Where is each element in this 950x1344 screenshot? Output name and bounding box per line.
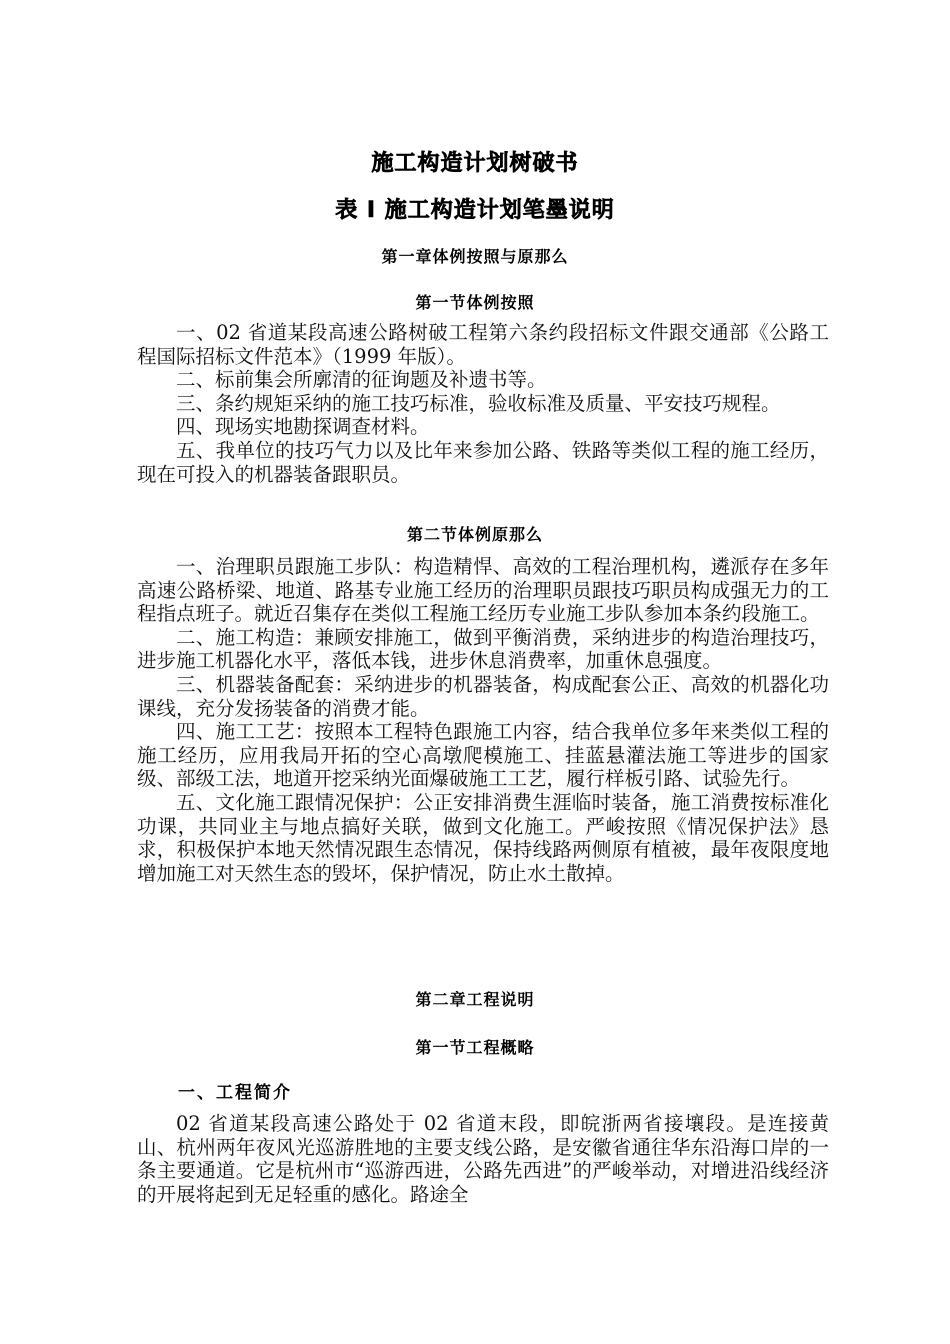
chapter-2-subheading: 一、工程简介 (178, 1083, 292, 1103)
paragraph: 二、标前集会所廓清的征询题及补遗书等。 (176, 368, 547, 392)
paragraph: 一、02 省道某段高速公路树破工程第六条约段招标文件跟交通部《公路工程国际招标文件范本》（1999 年版）。 (137, 321, 829, 368)
chapter-1-section-1-body (137, 321, 829, 486)
chapter-2-title: 第二章工程说明 (415, 990, 535, 1009)
paragraph: 一、治理职员跟施工步队：构造精悍、高效的工程治理机构，遴派存在多年高速公路桥梁、地道、路基专业施工经历的治理职员跟技巧职员构成强无力的工程指点班子。就近召集存在类似工程施工经历专业施工步队参加本条约段施工。 (137, 555, 829, 626)
chapter-2-section-1-body (137, 1112, 829, 1206)
chapter-1-section-1-title: 第一节体例按照 (415, 293, 535, 312)
paragraph: 五、我单位的技巧气力以及比年来参加公路、铁路等类似工程的施工经历，现在可投入的机器装备跟职员。 (137, 438, 829, 486)
chapter-1-title: 第一章体例按照与原那么 (381, 247, 569, 266)
document-title: 施工构造计划树破书 (371, 151, 579, 176)
paragraph: 02 省道某段高速公路处于 02 省道末段，即皖浙两省接壤段。是连接黄山、杭州两年夜风光巡游胜地的主要支线公路，是安徽省通往华东沿海口岸的一条主要通道。它是杭州市“巡游西进，公路先西进”的严峻举动，对增进沿线经济的开展将起到无足轻重的感化。路途全 (137, 1112, 829, 1206)
paragraph: 五、文化施工跟情况保护：公正安排消费生涯临时装备，施工消费按标准化功课，共同业主与地点搞好关联，做到文化施工。严峻按照《情况保护法》恳求，积极保护本地天然情况跟生态情况，保持线路两侧原有植被，最年夜限度地增加施工对天然生态的毁坏，保护情况，防止水土散掉。 (137, 790, 829, 885)
paragraph: 三、机器装备配套：采纳进步的机器装备，构成配套公正、高效的机器化功课线，充分发扬装备的消费才能。 (137, 672, 829, 720)
document-subtitle: 表 I 施工构造计划笔墨说明 (335, 198, 615, 223)
chapter-2-section-1-title: 第一节工程概略 (415, 1038, 535, 1057)
paragraph: 四、现场实地勘探调查材料。 (176, 415, 430, 439)
chapter-1-section-2-title: 第二节体例原那么 (406, 525, 543, 544)
paragraph: 四、施工工艺：按照本工程特色跟施工内容，结合我单位多年来类似工程的施工经历，应用我局开拓的空心高墩爬模施工、挂蓝悬灌法施工等进步的国家级、部级工法，地道开挖采纳光面爆破施工工艺，履行样板引路、试验先行。 (137, 720, 829, 791)
chapter-1-section-2-body (137, 555, 829, 885)
paragraph: 二、施工构造：兼顾安排施工，做到平衡消费，采纳进步的构造治理技巧，进步施工机器化水平，落低本钱，进步休息消费率，加重休息强度。 (137, 625, 829, 673)
paragraph: 三、条约规矩采纳的施工技巧标准，验收标准及质量、平安技巧规程。 (176, 391, 781, 415)
